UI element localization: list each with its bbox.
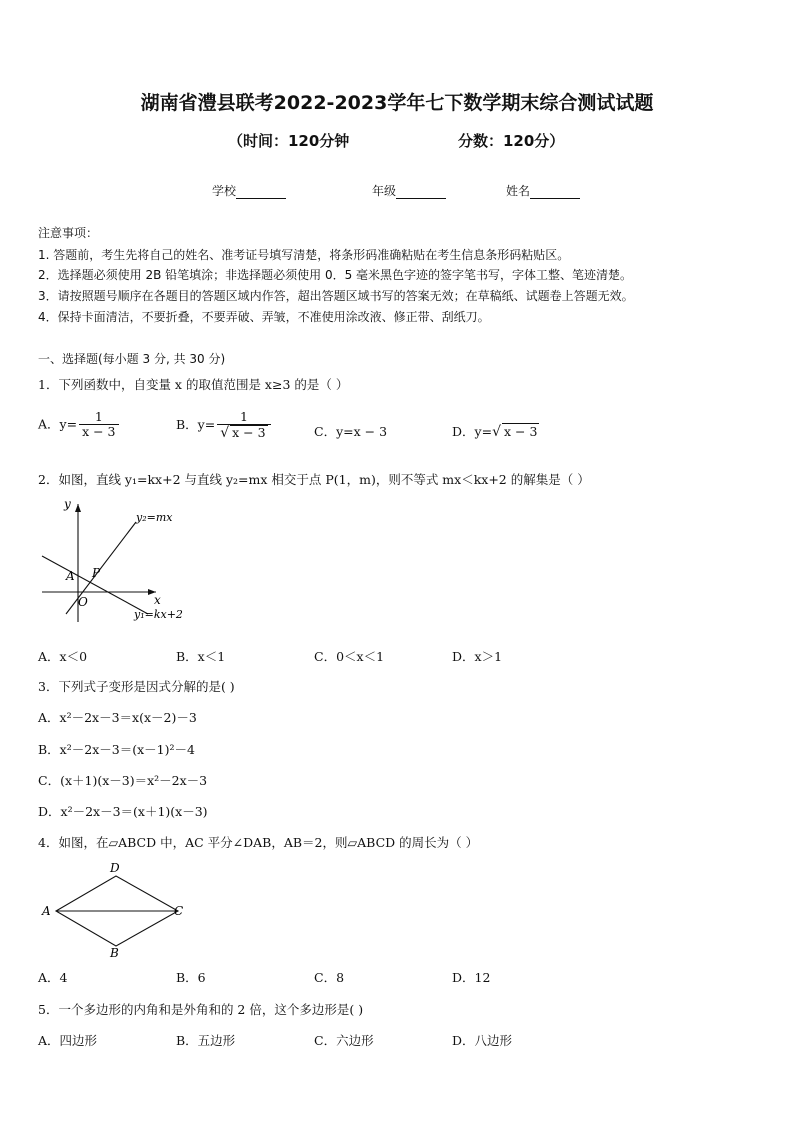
q4-vertex-a: A <box>42 904 51 918</box>
q3-option-b[interactable]: B．x²－2x－3＝(x－1)²－4 <box>38 742 195 757</box>
q1-a-numerator: 1 <box>79 410 118 425</box>
q1-a-label: A．y= <box>38 416 78 432</box>
q2-y1-label: y₁=kx+2 <box>134 608 183 621</box>
q2-y-arrow <box>75 504 81 512</box>
grade-field[interactable] <box>372 182 446 199</box>
q4-option-c[interactable]: C．8 <box>314 970 345 985</box>
name-label: 姓名 <box>506 184 531 198</box>
q1-d-radicand: x − 3 <box>503 424 538 439</box>
q4-option-d[interactable]: D．12 <box>452 970 491 985</box>
q2-line-y1 <box>42 556 148 614</box>
q2-option-d[interactable]: D．x＞1 <box>452 649 503 664</box>
question-4-stem: 4．如图，在▱ABCD 中，AC 平分∠DAB，AB＝2，则▱ABCD 的周长为（ ） <box>38 835 479 850</box>
exam-time: （时间：120分钟 <box>228 132 350 150</box>
q2-y2-label: y₂=mx <box>136 511 173 524</box>
q2-line-y2 <box>66 522 136 614</box>
exam-score: 分数：120分） <box>458 132 565 150</box>
question-3-stem: 3．下列式子变形是因式分解的是( ) <box>38 679 235 694</box>
q3-option-d[interactable]: D．x²－2x－3＝(x＋1)(x－3) <box>38 804 208 819</box>
q4-option-a[interactable]: A．4 <box>38 970 68 985</box>
q1-option-d[interactable]: D．y=√ x − 3 <box>452 424 538 440</box>
q1-a-denominator: x − 3 <box>82 424 116 440</box>
q4-vertex-d: D <box>110 861 120 875</box>
q1-option-c[interactable]: C．y=x − 3 <box>314 424 388 439</box>
q1-b-numerator: 1 <box>217 410 270 425</box>
exam-title: 湖南省澧县联考2022-2023学年七下数学期末综合测试试题 <box>140 92 654 114</box>
q1-option-b[interactable] <box>176 410 271 441</box>
note-item: 3．请按照题号顺序在各题目的答题区域内作答，超出答题区域书写的答案无效；在草稿纸、试题卷上答题无效。 <box>38 289 634 303</box>
q5-option-c[interactable]: C．六边形 <box>314 1033 374 1048</box>
q4-option-b[interactable]: B．6 <box>176 970 206 985</box>
q1-option-a[interactable] <box>38 410 119 440</box>
q5-option-b[interactable]: B．五边形 <box>176 1033 236 1048</box>
school-field[interactable] <box>212 182 286 199</box>
school-label: 学校 <box>212 184 237 198</box>
note-item: 2．选择题必须使用 2B 铅笔填涂；非选择题必须使用 0．5 毫米黑色字迹的签字笔书写，字体工整、笔迹清楚。 <box>38 268 633 282</box>
section-heading: 一、选择题(每小题 3 分, 共 30 分) <box>38 352 226 366</box>
q2-origin-label: O <box>78 595 88 609</box>
q1-b-fraction: $\frac{1}{√ x - 3}$ <box>217 410 270 441</box>
q2-option-b[interactable]: B．x＜1 <box>176 649 226 664</box>
question-2-stem: 2．如图，直线 y₁=kx+2 与直线 y₂=mx 相交于点 P(1，m)，则不等式 mx＜kx+2 的解集是（ ） <box>38 472 590 487</box>
q2-x-label: x <box>154 593 161 607</box>
q4-parallelogram-figure <box>36 858 196 958</box>
q1-d-label: D．y= <box>452 424 493 439</box>
q4-vertex-c: C <box>174 904 184 918</box>
q3-option-c[interactable]: C．(x＋1)(x－3)＝x²－2x－3 <box>38 773 208 788</box>
q2-option-c[interactable]: C．0＜x＜1 <box>314 649 385 664</box>
q1-b-label: B．y= <box>176 417 216 433</box>
q5-option-d[interactable]: D．八边形 <box>452 1033 513 1048</box>
q3-option-a[interactable]: A．x²－2x－3＝x(x－2)－3 <box>38 710 197 725</box>
note-item: 1. 答题前，考生先将自己的姓名、准考证号填写清楚，将条形码准确粘贴在考生信息条形码粘贴区。 <box>38 248 570 262</box>
note-item: 4．保持卡面清洁，不要折叠，不要弄破、弄皱，不准使用涂改液、修正带、刮纸刀。 <box>38 310 490 324</box>
question-5-stem: 5．一个多边形的内角和是外角和的 2 倍，这个多边形是( ) <box>38 1002 364 1017</box>
q4-vertex-b: B <box>110 946 119 958</box>
question-1-stem: 1．下列函数中，自变量 x 的取值范围是 x≥3 的是（ ） <box>38 377 349 392</box>
notes-heading: 注意事项： <box>38 226 99 240</box>
q2-graph-figure <box>36 496 196 626</box>
grade-label: 年级 <box>372 184 397 198</box>
q1-b-denominator: x − 3 <box>232 425 266 441</box>
q2-y-label: y <box>64 497 71 511</box>
q1-a-fraction <box>79 410 118 440</box>
q2-point-a-label: A <box>66 569 75 583</box>
q5-option-a[interactable]: A．四边形 <box>38 1033 98 1048</box>
q2-point-p-label: P <box>92 566 101 580</box>
q2-option-a[interactable]: A．x＜0 <box>38 649 88 664</box>
name-field[interactable] <box>506 182 580 199</box>
